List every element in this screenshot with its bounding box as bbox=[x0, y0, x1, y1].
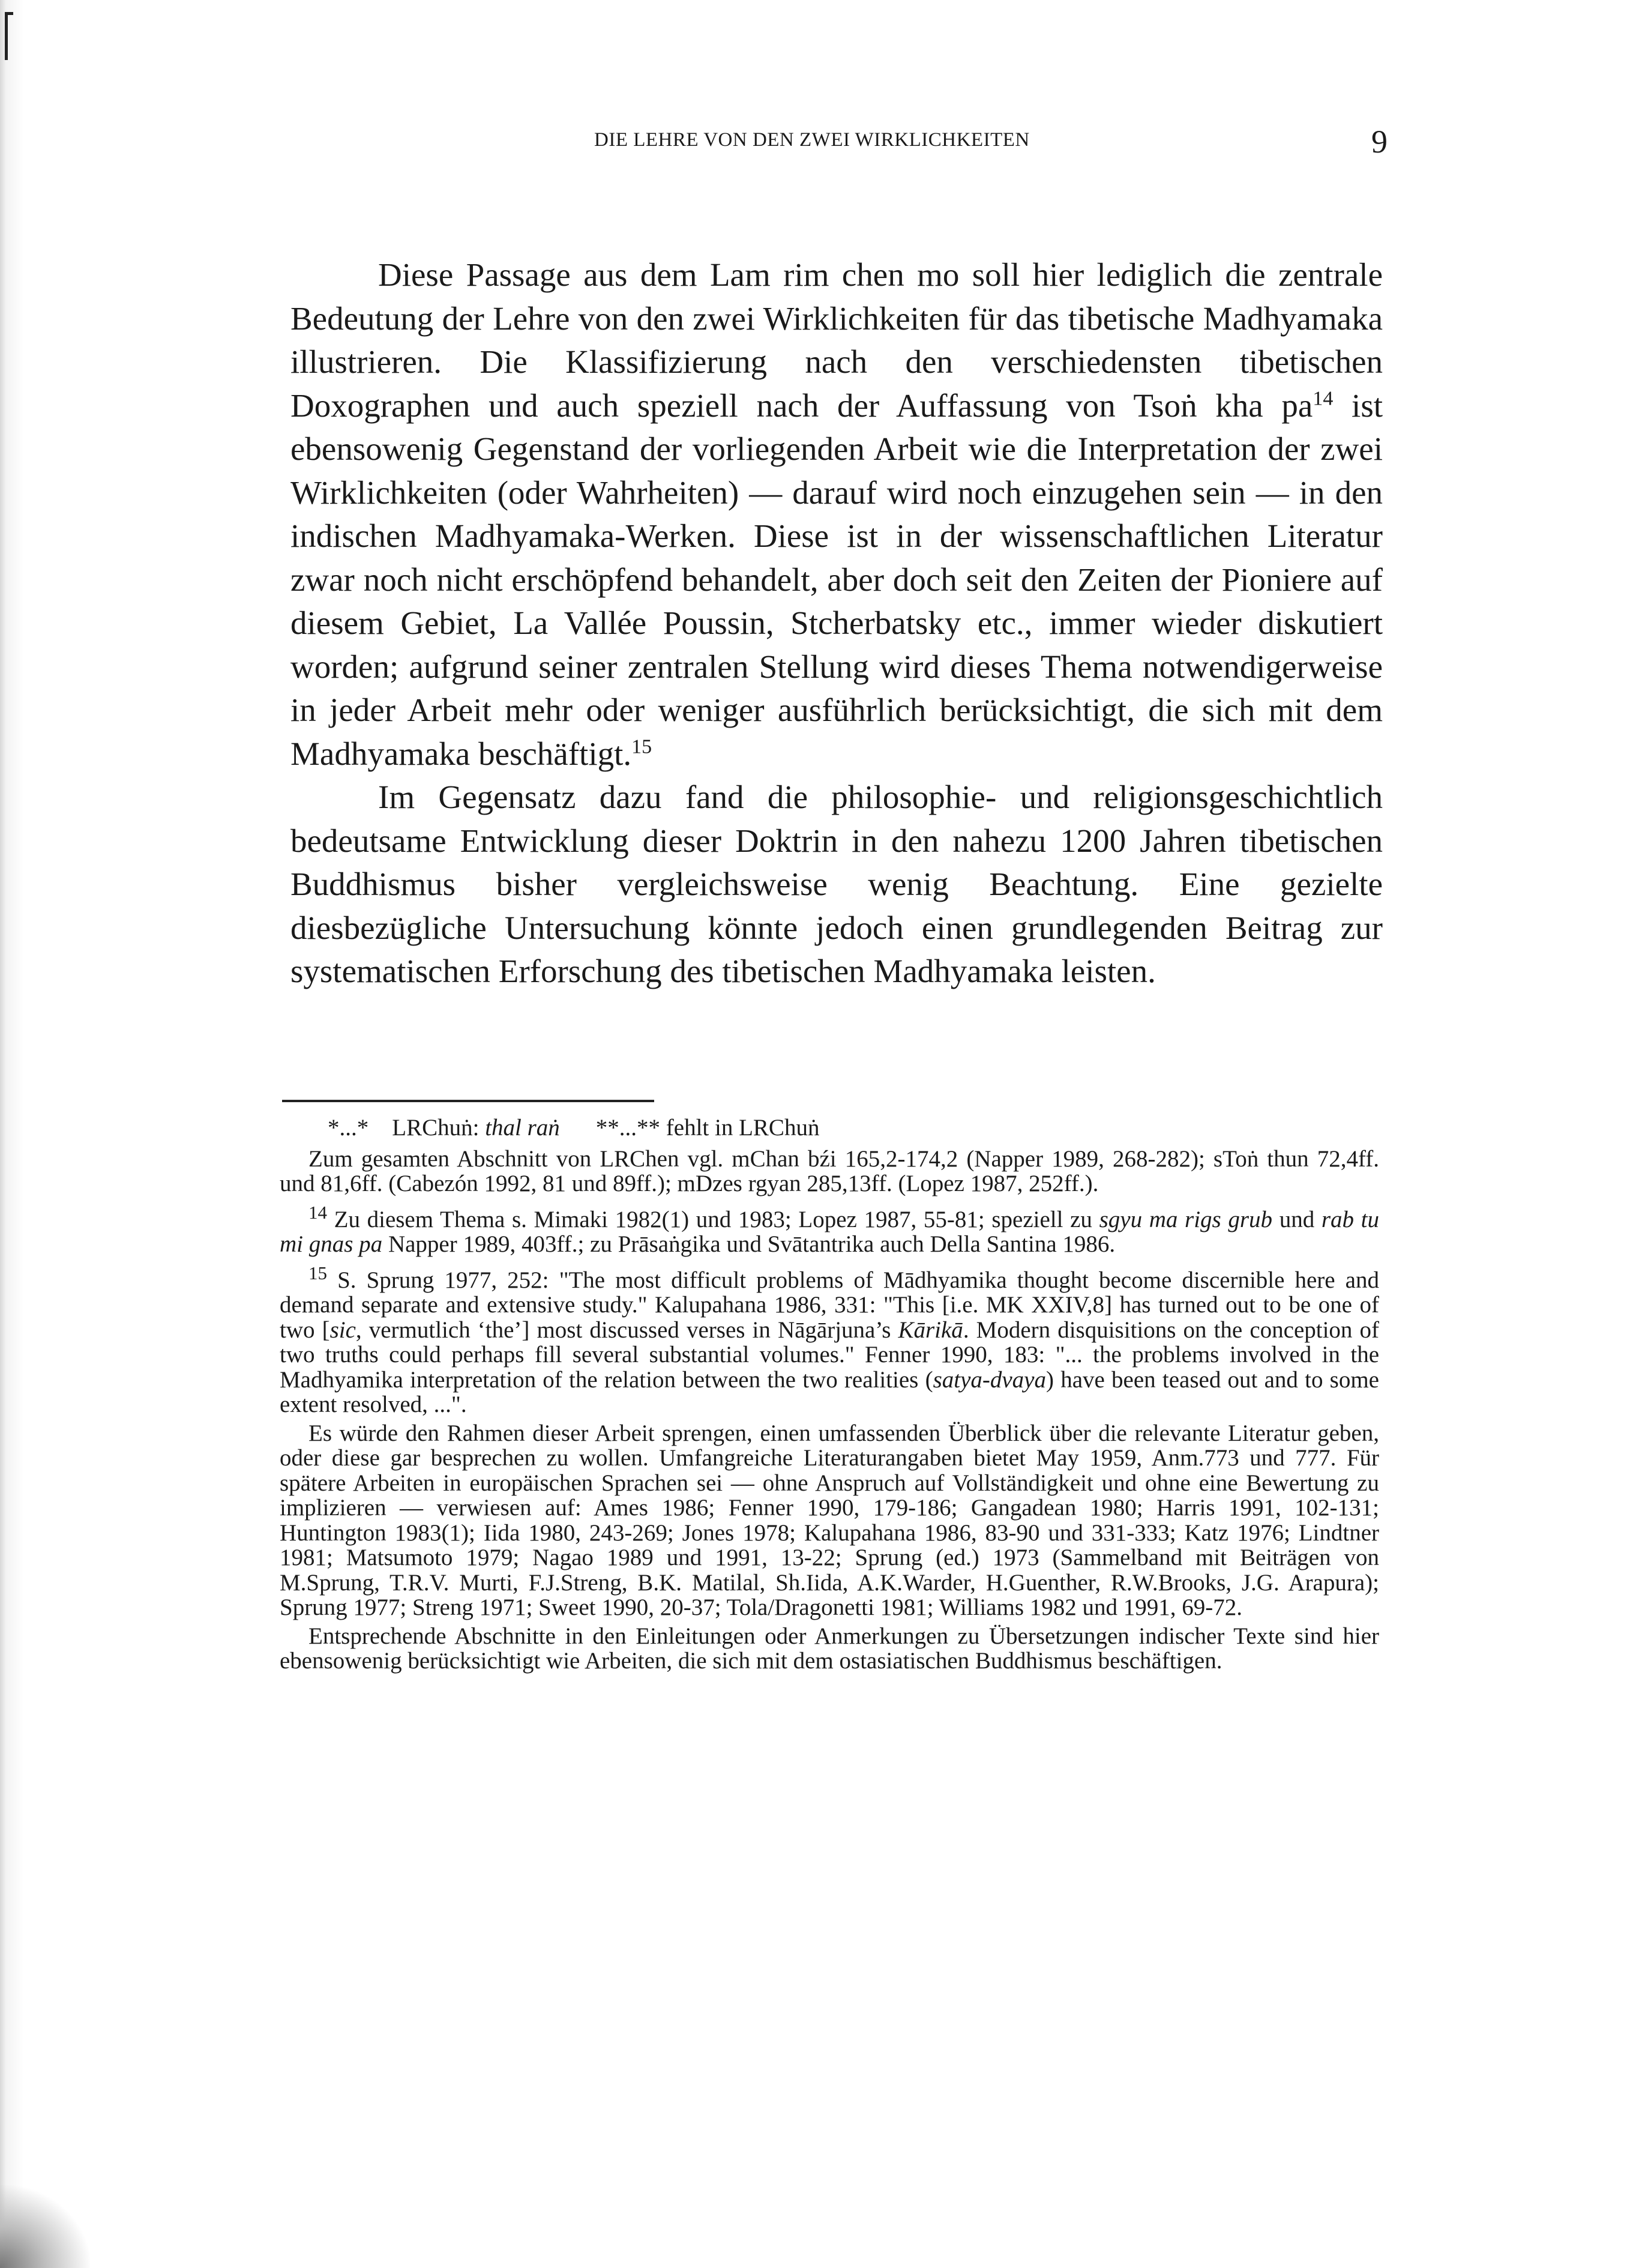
footnote-15-continuation: Es würde den Rahmen dieser Arbeit sprengen, einen umfassenden Überblick über die relevante Literatur geben, oder diese gar besprechen zu wollen. Umfangreiche Literaturangaben bietet May 1959, Anm.773 und 777. Für spätere Arbeiten in europäischen Sprachen sei — ohne Anspruch auf Vollständigkeit und ohne eine Bewertung zu implizieren — verwiesen auf: Ames 1986; Fenner 1990, 179-186; Gangadean 1980; Harris 1991, 102-131; Huntington 1983(1); Iida 1980, 243-269; Jones 1978; Kalupahana 1986, 83-90 und 331-333; Katz 1976; Lindtner 1981; Matsumoto 1979; Nagao 1989 und 1991, 13-22; Sprung (ed.) 1973 (Sammelband mit Beiträgen von M.Sprung, T.R.V. Murti, F.J.Streng, B.K. Matilal, Sh.Iida, A.K.Warder, H.Guenther, R.W.Brooks, J.G. Arapura); Sprung 1977; Streng 1971; Sweet 1990, 20-37; Tola/Dragonetti 1981; Williams 1982 und 1991, 69-72. bbox=[280, 1420, 1379, 1620]
footnote-ref-15[interactable]: 15 bbox=[631, 735, 652, 758]
page-number: 9 bbox=[1371, 124, 1388, 160]
footnote-13: Zum gesamten Abschnitt von LRChen vgl. mChan bźi 165,2-174,2 (Napper 1989, 268-282); sToṅ thun 72,4ff. und 81,6ff. (Cabezón 1992, 81 und 89ff.); mDzes rgyan 285,13ff. (Lopez 1987, 252ff.). bbox=[280, 1145, 1379, 1196]
footnote-ref-14[interactable]: 14 bbox=[1313, 387, 1334, 410]
scan-edge-shadow bbox=[0, 0, 24, 2268]
footnote-15-closing: Entsprechende Abschnitte in den Einleitungen oder Anmerkungen zu Übersetzungen indischer Texte sind hier ebensowenig berücksichtigt wie Arbeiten, die sich mit dem ostasiatischen Buddhismus beschäftigen. bbox=[280, 1623, 1379, 1674]
footnote-separator bbox=[282, 1100, 654, 1102]
footnotes bbox=[280, 1115, 1379, 1684]
variant-readings: *...* LRChuṅ: thal raṅ **...** fehlt in LRChuṅ bbox=[328, 1115, 820, 1141]
footnote-14: $^{14}$ Zu diesem Thema s. Mimaki 1982(1) und 1983; Lopez 1987, 55-81; speziell zu sgyu ma rigs grub und rab tu mi gnas pa Napper 1989, 403ff.; zu Prāsaṅgika und Svātantrika auch Della Santina 1986. bbox=[280, 1201, 1380, 1257]
crop-mark bbox=[5, 12, 13, 60]
footnote-15: $^{15}$ S. Sprung 1977, 252: "The most difficult problems of Mādhyamika thought become discernible here and demand separate and extensive study." Kalupahana 1986, 331: "This [i.e. MK XXIV,8] has turned out to be one of two [sic, vermutlich ‘the’] most discussed verses in Nāgārjuna’s Kārikā. Modern disquisitions on the conception of two truths could perhaps fill several substantial volumes." Fenner 1990, 183: "... the problems involved in the Madhyamika interpretation of the relation between the two realities (satya-dvaya) have been teased out and to some extent resolved, ...". bbox=[280, 1262, 1379, 1417]
paragraph-2: Im Gegensatz dazu fand die philosophie- und religionsgeschichtlich bedeutsame Entwicklung dieser Doktrin in den nahezu 1200 Jahren tibetischen Buddhismus bisher vergleichsweise wenig Beachtung. Eine gezielte diesbezügliche Untersuchung könnte jedoch einen grundlegenden Beitrag zur systematischen Erforschung des tibetischen Madhyamaka leisten. bbox=[290, 779, 1383, 989]
paragraph-1: Diese Passage aus dem Lam rim chen mo soll hier lediglich die zentrale Bedeutung der Lehre von den zwei Wirklichkeiten für das tibetische Madhyamaka illustrieren. Die Klassifizierung nach den verschiedensten tibetischen Doxographen und auch speziell nach der Auffassung von Tsoṅ kha $pa^{14}$ ist ebensowenig Gegenstand der vorliegenden Arbeit wie die Interpretation der zwei Wirklichkeiten (oder Wahrheiten) — darauf wird noch einzugehen sein — in den indischen Madhyamaka-Werken. Diese ist in der wissenschaftlichen Literatur zwar noch nicht erschöpfend behandelt, aber doch seit den Zeiten der Pioniere auf diesem Gebiet, La Vallée Poussin, Stcherbatsky etc., immer wieder diskutiert worden; aufgrund seiner zentralen Stellung wird dieses Thema notwendigerweise in jeder Arbeit mehr oder weniger ausführlich berücksichtigt, die sich mit dem Madhyamaka beschäftigt.$^{15}$ bbox=[290, 256, 1383, 772]
main-text bbox=[290, 253, 1383, 994]
running-head: DIE LEHRE VON DEN ZWEI WIRKLICHKEITEN bbox=[594, 129, 1030, 151]
scan-smudge bbox=[0, 2185, 90, 2268]
